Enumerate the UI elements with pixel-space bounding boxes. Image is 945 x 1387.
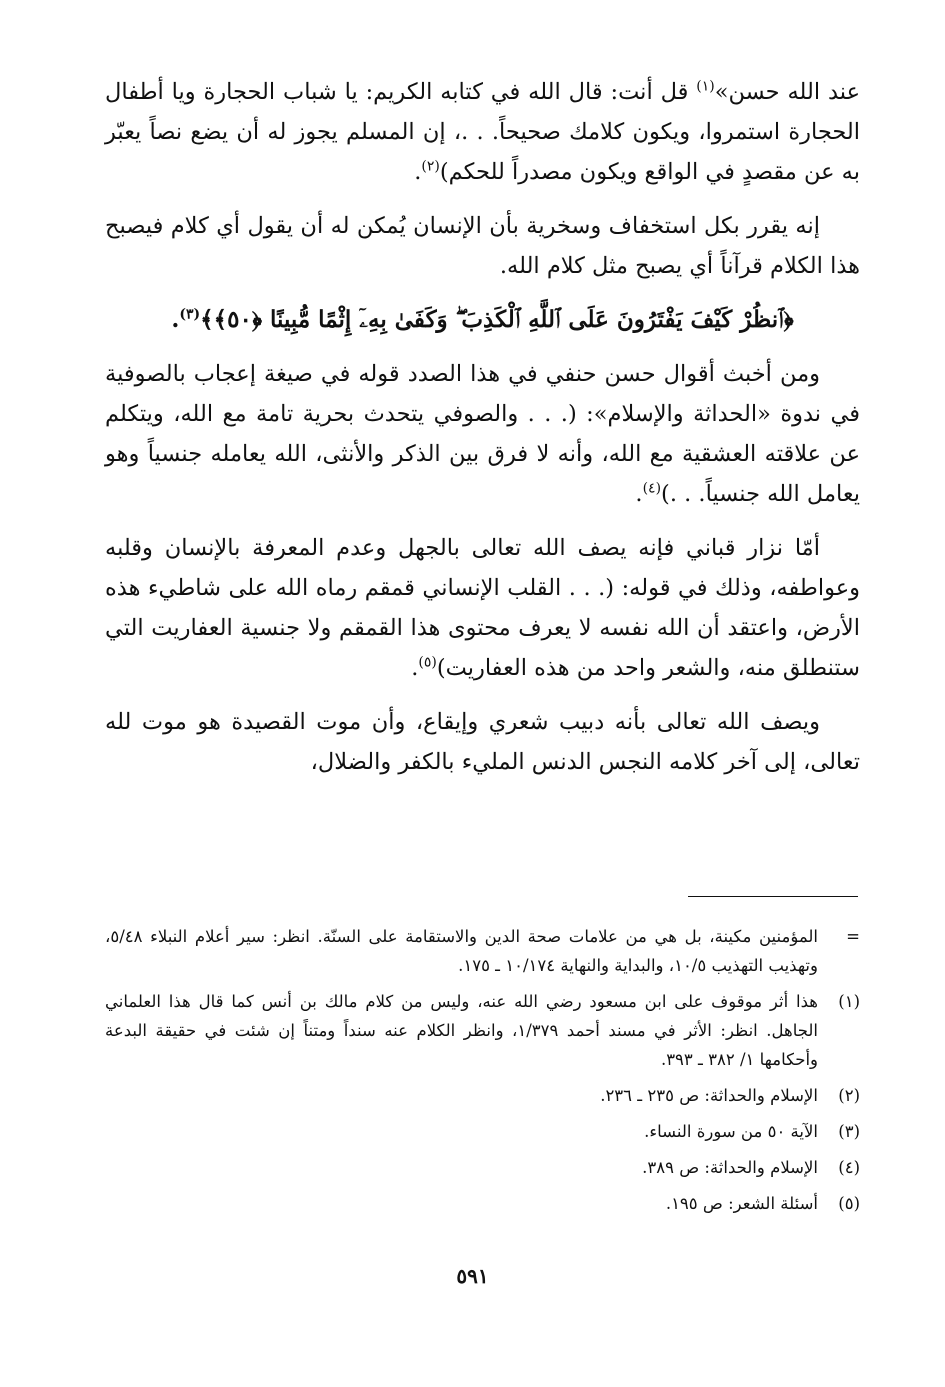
footnote-marker: = [846,927,860,946]
footnote-text: أسئلة الشعر: ص ١٩٥. [665,1194,818,1213]
footnote-separator [688,896,858,897]
footnote-ref-1: (١) [696,78,715,95]
footnote-number: (٥) [838,1194,860,1213]
main-text [105,72,860,796]
quran-verse [105,300,860,340]
footnote-number: (٣) [838,1122,860,1141]
paragraph-1-text-2: قل أنت: قال الله في كتابه الكريم: يا شباب الحجارة ويا أطفال الحجارة استمروا، ويكون كلامك صحيحاً. . .، إن المسلم يجوز له أن يضع نصاً يعبّر به عن مقصدٍ في الواقع ويكون مصدراً للحكم) [105,79,860,185]
paragraph-3-end: . [635,481,643,507]
paragraph-2-text: إنه يقرر بكل استخفاف وسخرية بأن الإنسان يُمكن له أن يقول أي كلام فيصبح هذا الكلام قرآناً أي يصبح مثل كلام الله. [105,213,860,279]
footnote-text: المؤمنين مكينة، بل هي من علامات صحة الدين والاستقامة على السنّة. انظر: سير أعلام النبلاء ٥/٤٨، وتهذيب التهذيب ١٠/٥، والبداية والنهاية ١٠/١٧٤ ـ ١٧٥. [105,927,818,975]
verse-text: ﴿ٱنظُرْ كَيْفَ يَفْتَرُونَ عَلَى ٱللَّهِ ٱلْكَذِبَ ۖ وَكَفَىٰ بِهِۦٓ إِثْمًا مُّبِينًا ﴿٥٠﴾﴾ [200,306,794,333]
paragraph-4 [105,528,860,688]
verse-end: . [171,306,180,333]
footnote-number: (٤) [838,1158,860,1177]
footnote-1 [105,987,860,1074]
footnote-2 [105,1081,860,1110]
paragraph-3 [105,354,860,514]
footnote-5 [105,1189,860,1218]
footnote-number: (٢) [838,1086,860,1105]
paragraph-5-text: ويصف الله تعالى بأنه دبيب شعري وإيقاع، وأن موت القصيدة هو موت لله تعالى، إلى آخر كلامه النجس الدنس المليء بالكفر والضلال، [105,709,860,775]
paragraph-3-text: ومن أخبث أقوال حسن حنفي في هذا الصدد قوله في صيغة إعجاب بالصوفية في ندوة «الحداثة والإسلام»: (. . . والصوفي يتحدث بحرية تامة مع الله، ويتكلم عن علاقته العشقية مع الله، وأنه لا فرق بين الذكر والأنثى، الله يعامله جنسياً وهو يعامل الله جنسياً. . .) [105,361,860,507]
paragraph-2 [105,206,860,286]
footnote-3 [105,1117,860,1146]
footnote-text: الإسلام والحداثة: ص ٣٨٩. [642,1158,818,1177]
footnote-continued [105,922,860,980]
paragraph-1-text: عند الله حسن» [714,79,860,105]
footnote-ref-3: (٣) [179,306,201,323]
footnotes [105,922,860,1225]
footnote-ref-4: (٤) [642,480,662,497]
footnote-ref-2: (٢) [421,158,440,175]
footnote-number: (١) [838,992,860,1011]
paragraph-4-end: . [411,655,419,681]
paragraph-4-text: أمّا نزار قباني فإنه يصف الله تعالى بالجهل وعدم المعرفة بالإنسان وقلبه وعواطفه، وذلك في قوله: (. . . القلب الإنساني قمقم رماه الله على شاطيء هذه الأرض، واعتقد أن الله نفسه لا يعرف محتوى هذا القمقم ولا جنسية العفاريت التي ستنطلق منه، والشعر واحد من هذه العفاريت) [105,535,860,681]
paragraph-5 [105,702,860,782]
footnote-text: الإسلام والحداثة: ص ٢٣٥ ـ ٢٣٦. [600,1086,818,1105]
footnote-ref-5: (٥) [418,654,437,671]
footnote-4 [105,1153,860,1182]
paragraph-1-end: . [414,159,422,185]
footnote-text: الآية ٥٠ من سورة النساء. [644,1122,818,1141]
paragraph-1 [105,72,860,192]
page-number: ٥٩١ [456,1264,489,1288]
footnote-text: هذا أثر موقوف على ابن مسعود رضي الله عنه، وليس من كلام مالك بن أنس كما قال هذا العلماني الجاهل. انظر: الأثر في مسند أحمد ١/٣٧٩، وانظر الكلام عنه سنداً ومتناً إن شئت في حقيقة البدعة وأحكامها ١/ ٣٨٢ ـ ٣٩٣. [105,992,818,1069]
